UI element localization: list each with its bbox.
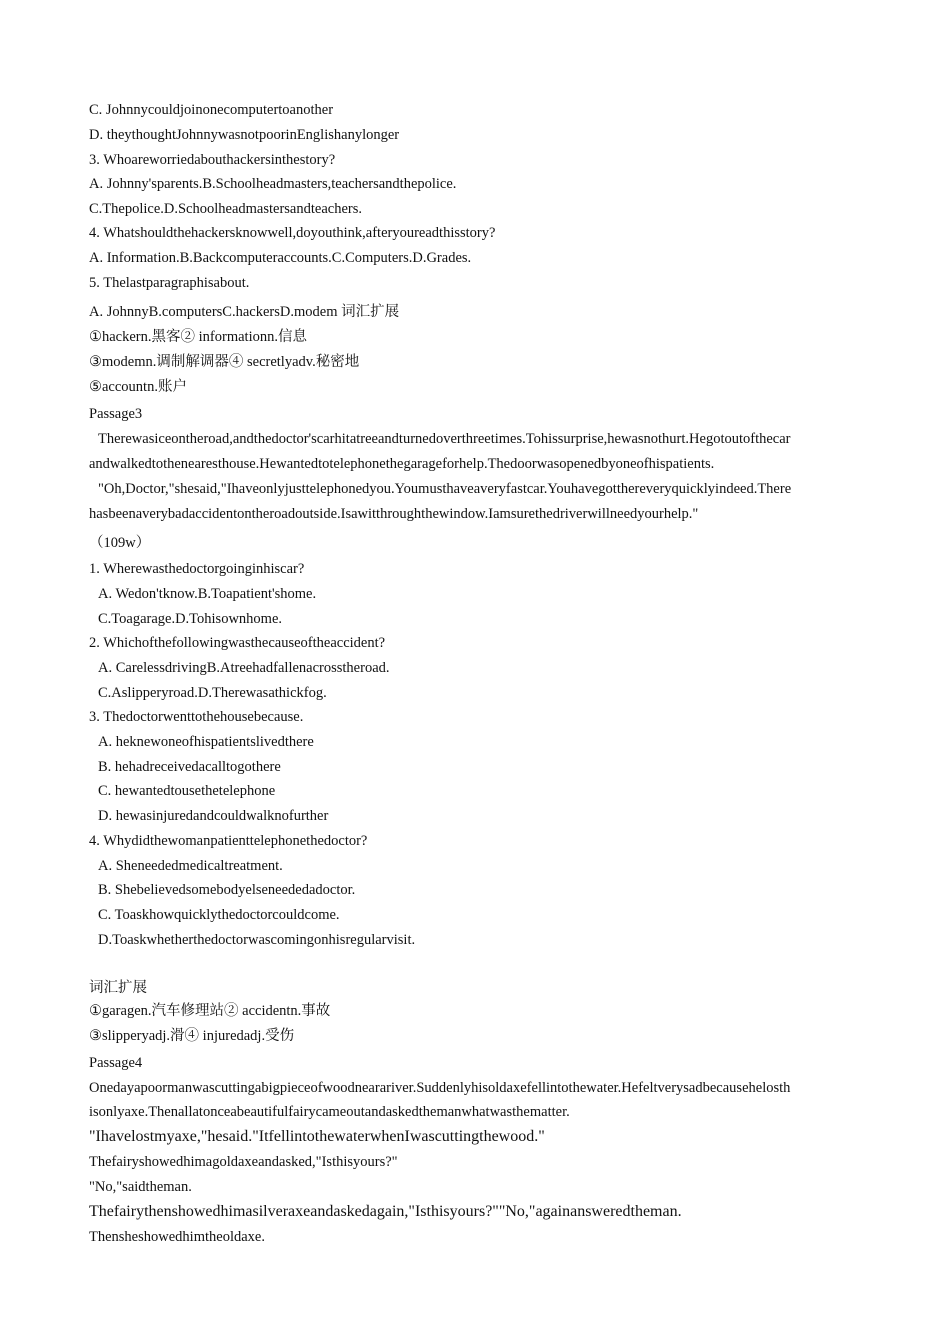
- vocab-line: ⑤accountn.账户: [89, 379, 187, 395]
- paragraph-line: andwalkedtothenearesthouse.Hewantedtotelephonethegarageforhelp.Thedoorwasopenedbyoneofhispatients.: [89, 456, 715, 472]
- question-line: 2. Whichofthefollowingwasthecauseoftheaccident?: [89, 635, 386, 651]
- text-line: A. Information.B.Backcomputeraccounts.C.Computers.D.Grades.: [89, 250, 472, 266]
- text-line: A. Johnny'sparents.B.Schoolheadmasters,teachersandthepolice.: [89, 176, 457, 192]
- paragraph-line: "Ihavelostmyaxe,"hesaid."ItfellintothewaterwhenIwascuttingthewood.": [89, 1128, 545, 1145]
- paragraph-line: Thefairyshowedhimagoldaxeandasked,"Isthisyours?": [89, 1154, 398, 1170]
- passage-heading: Passage3: [89, 406, 143, 422]
- text-line: 5. Thelastparagraphisabout.: [89, 275, 250, 291]
- text-line: A. JohnnyB.computersC.hackersD.modem 词汇扩展: [89, 304, 400, 320]
- option-line: C.Toagarage.D.Tohisownhome.: [98, 611, 283, 627]
- paragraph-line: Therewasiceontheroad,andthedoctor'scarhitatreeandturnedoverthreetimes.Tohissurprise,hewasnothurt.Hegotoutofthecar: [98, 431, 791, 447]
- text-line: 3. Whoareworriedabouthackersinthestory?: [89, 152, 336, 168]
- option-line: D.Toaskwhetherthedoctorwascomingonhisregularvisit.: [98, 932, 416, 948]
- option-line: B. hehadreceivedacalltogothere: [98, 759, 281, 775]
- paragraph-line: Thensheshowedhimtheoldaxe.: [89, 1229, 265, 1245]
- option-line: A. Wedon'tknow.B.Toapatient'shome.: [98, 586, 317, 602]
- vocab-heading: 词汇扩展: [89, 980, 147, 996]
- option-line: B. Shebelievedsomebodyelseneededadoctor.: [98, 882, 356, 898]
- question-line: 3. Thedoctorwenttothehousebecause.: [89, 709, 304, 725]
- paragraph-line: hasbeenaverybadaccidentontheroadoutside.Isawitthroughthewindow.Iamsurethedriverwillneedyourhelp.": [89, 506, 699, 522]
- option-line: C. Toaskhowquicklythedoctorcouldcome.: [98, 907, 340, 923]
- paragraph-line: Thefairythenshowedhimasilveraxeandaskedagain,"Isthisyours?""No,"againansweredtheman.: [89, 1203, 682, 1220]
- option-line: A. Sheneededmedicaltreatment.: [98, 858, 283, 874]
- passage-heading: Passage4: [89, 1055, 143, 1071]
- question-line: 4. Whydidthewomanpatienttelephonethedoctor?: [89, 833, 368, 849]
- option-line: C. hewantedtousethetelephone: [98, 783, 276, 799]
- option-line: A. CarelessdrivingB.Atreehadfallenacrosstheroad.: [98, 660, 390, 676]
- vocab-line: ①garagen.汽车修理站② accidentn.事故: [89, 1003, 331, 1019]
- text-line: C.Thepolice.D.Schoolheadmastersandteachers.: [89, 201, 362, 217]
- vocab-line: ③modemn.调制解调器④ secretlyadv.秘密地: [89, 354, 360, 370]
- paragraph-line: isonlyaxe.Thenallatonceabeautifulfairycameoutandaskedthemanwhatwasthematter.: [89, 1104, 570, 1120]
- text-line: C. Johnnycouldjoinonecomputertoanother: [89, 102, 334, 118]
- question-line: 1. Wherewasthedoctorgoinginhiscar?: [89, 561, 305, 577]
- vocab-line: ③slipperyadj.滑④ injuredadj.受伤: [89, 1028, 295, 1044]
- text-line: D. theythoughtJohnnywasnotpoorinEnglishanylonger: [89, 127, 400, 143]
- paragraph-line: Onedayapoormanwascuttingabigpieceofwoodnearariver.Suddenlyhisoldaxefellintothewater.Hefeltverysadbecausehelosth: [89, 1080, 791, 1096]
- word-count: （109w）: [89, 535, 151, 551]
- option-line: C.Aslipperyroad.D.Therewasathickfog.: [98, 685, 327, 701]
- paragraph-line: "No,"saidtheman.: [89, 1179, 192, 1195]
- option-line: A. heknewoneofhispatientslivedthere: [98, 734, 314, 750]
- vocab-line: ①hackern.黑客② informationn.信息: [89, 329, 307, 345]
- option-line: D. hewasinjuredandcouldwalknofurther: [98, 808, 329, 824]
- text-line: 4. Whatshouldthehackersknowwell,doyouthink,afteryoureadthisstory?: [89, 225, 496, 241]
- paragraph-line: "Oh,Doctor,"shesaid,"Ihaveonlyjusttelephonedyou.Youmusthaveaveryfastcar.Youhavegotthereveryquicklyindeed.There: [98, 481, 792, 497]
